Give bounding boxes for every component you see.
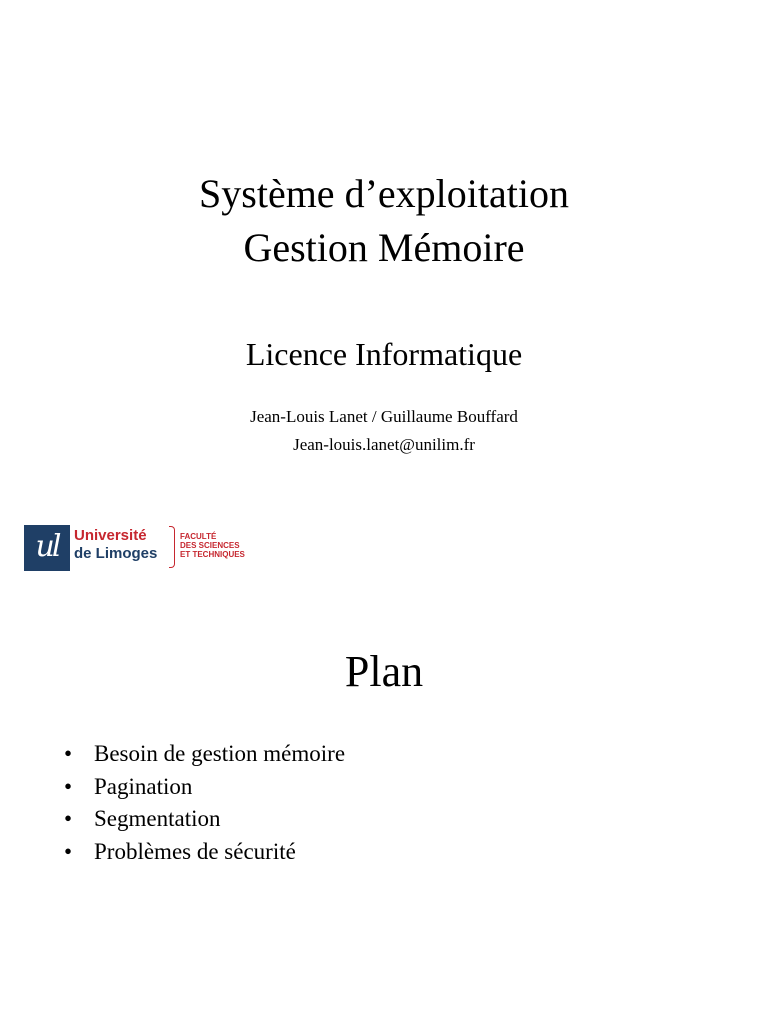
slide-title-line-2: Gestion Mémoire	[243, 225, 525, 270]
plan-title: Plan	[344, 647, 424, 696]
slide-subtitle: Licence Informatique	[245, 336, 523, 372]
logo-faculty-line-2: DES SCIENCES	[180, 541, 240, 550]
logo-faculty-line-1: FACULTÉ	[180, 532, 217, 541]
list-item: • Problèmes de sécurité	[60, 836, 345, 869]
logo-faculty-line-3: ET TECHNIQUES	[180, 550, 245, 559]
logo-faculty-name	[180, 532, 245, 559]
logo-mark-letters: ul	[35, 529, 59, 564]
slide-title-line-1: Système d’exploitation	[199, 171, 569, 216]
logo-bracket-icon	[169, 526, 175, 568]
university-logo	[18, 518, 266, 576]
logo-mark-icon	[24, 525, 70, 571]
list-item: • Segmentation	[60, 803, 345, 836]
email-text: Jean-louis.lanet@unilim.fr	[293, 435, 475, 454]
list-item: • Besoin de gestion mémoire	[60, 738, 345, 771]
logo-university-name	[74, 527, 157, 563]
plan-slide	[0, 600, 768, 1024]
plan-bullet-list	[60, 738, 345, 868]
list-item: • Pagination	[60, 771, 345, 804]
logo-name-line-2: de Limoges	[74, 545, 158, 562]
logo-name-line-1: Université	[74, 527, 147, 544]
authors-text: Jean-Louis Lanet / Guillaume Bouffard	[250, 407, 518, 426]
